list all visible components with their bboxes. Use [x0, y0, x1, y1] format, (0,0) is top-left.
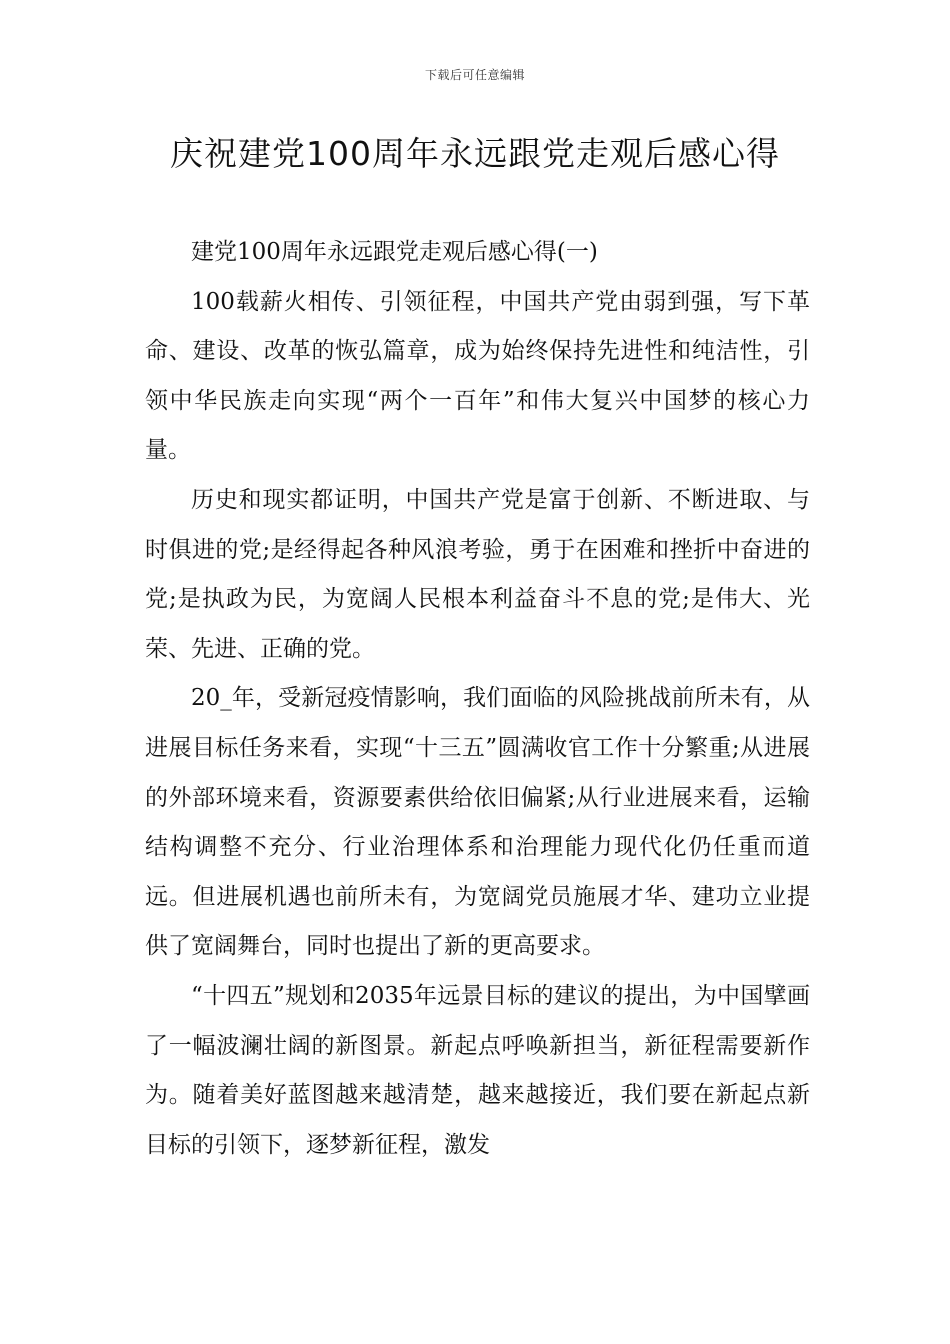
paragraph: 20_年，受新冠疫情影响，我们面临的风险挑战前所未有，从进展目标任务来看，实现“十三五”圆满收官工作十分繁重;从进展的外部环境来看，资源要素供给依旧偏紧;从行业进展来看，运输结构调整不充分、行业治理体系和治理能力现代化仍任重而道远。但进展机遇也前所未有，为宽阔党员施展才华、建功立业提供了宽阔舞台，同时也提出了新的更高要求。: [145, 685, 810, 960]
paragraph: 历史和现实都证明，中国共产党是富于创新、不断进取、与时俱进的党;是经得起各种风浪考验，勇于在困难和挫折中奋进的党;是执政为民，为宽阔人民根本利益奋斗不息的党;是伟大、光荣、先进、正确的党。: [145, 486, 810, 662]
document-body: [145, 228, 810, 1170]
paragraph: “十四五”规划和2035年远景目标的建议的提出，为中国擘画了一幅波澜壮阔的新图景。新起点呼唤新担当，新征程需要新作为。随着美好蓝图越来越清楚，越来越接近，我们要在新起点新目标的引领下，逐梦新征程，激发: [145, 982, 810, 1158]
document-title: 庆祝建党100周年永远跟党走观后感心得: [170, 134, 780, 173]
paragraph: 100载薪火相传、引领征程，中国共产党由弱到强，写下革命、建设、改革的恢弘篇章，成为始终保持先进性和纯洁性，引领中华民族走向实现“两个一百年”和伟大复兴中国梦的核心力量。: [145, 288, 810, 464]
header-note: 下载后可任意编辑: [424, 68, 525, 82]
section-subtitle: 建党100周年永远跟党走观后感心得(一): [191, 239, 598, 265]
